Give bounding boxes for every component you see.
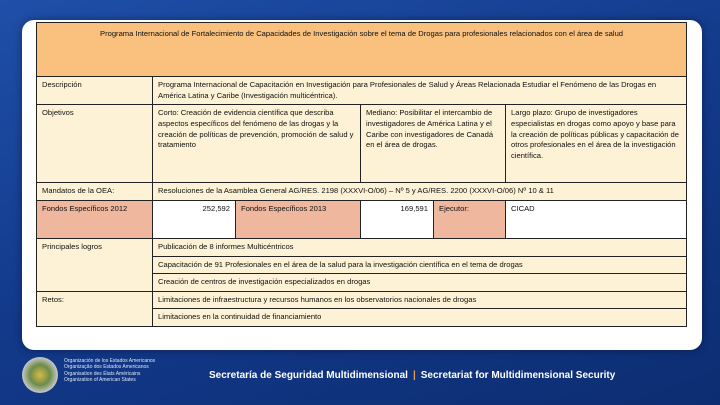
description-value: Programa Internacional de Capacitación en Investigación para Profesionales de Salud y Áreas Relacionada Estudiar el Fenómeno de las Drogas en América Latina y Caribe (Investigación multicéntrica). [153,77,687,105]
row-label: Principales logros [37,238,153,291]
objective-short: Corto: Creación de evidencia científica que describa aspectos específicos del fenómeno de las drogas y la creación de políticas de prevención, promoción de salud y tratamiento [153,105,361,183]
table-row [37,77,687,105]
table-title: Programa Internacional de Fortalecimiento de Capacidades de Investigación sobre el tema de Drogas para profesionales relacionados con el área de salud [37,23,687,77]
oas-seal-icon [22,357,58,393]
table-row [37,238,687,256]
org-name-en: Organization of American States [64,376,136,383]
row-label: Objetivos [37,105,153,183]
footer [0,352,720,405]
achievement-item: Publicación de 8 informes Multicéntricos [153,238,687,256]
objective-medium: Mediano: Posibilitar el intercambio de investigadores de América Latina y el Caribe con investigadores de Canadá en el área de drogas. [361,105,506,183]
executor-label: Ejecutor: [434,200,506,238]
row-label: Descripción [37,77,153,105]
row-label: Retos: [37,291,153,326]
mandates-value: Resoluciones de la Asamblea General AG/RES. 2198 (XXXVI-O/06) – Nº 5 y AG/RES. 2200 (XXXVI-O/06) Nº 10 & 11 [153,183,687,201]
secretariat-title [209,370,704,381]
funds-2012-value: 252,592 [153,200,236,238]
org-name-pt: Organização dos Estados Americanos [64,364,149,371]
org-name-es: Organización de los Estados Americanos [64,358,156,364]
objective-long: Largo plazo: Grupo de investigadores especialistas en drogas como apoyo y base para la creación de políticas públicas y capacitación de otros profesionales en el área de la investigación científica. [506,105,687,183]
funds-2013-label: Fondos Específicos 2013 [236,200,361,238]
challenge-item: Limitaciones de infraestructura y recursos humanos en los observatorios nacionales de drogas [153,291,687,309]
organization-names [64,358,194,383]
secretariat-es: Secretaría de Seguridad Multidimensional [209,370,408,381]
table-row [37,200,687,238]
secretariat-en: Secretariat for Multidimensional Security [420,370,616,381]
challenge-item: Limitaciones en la continuidad de financiamiento [153,309,687,327]
program-table [36,22,687,327]
separator: | [412,370,416,381]
executor-value: CICAD [506,200,687,238]
table-row [37,183,687,201]
funds-2013-value: 169,591 [361,200,434,238]
funds-2012-label: Fondos Específicos 2012 [37,200,153,238]
achievement-item: Capacitación de 91 Profesionales en el área de la salud para la investigación científica en el tema de drogas [153,256,687,274]
achievement-item: Creación de centros de investigación especializados en drogas [153,274,687,292]
table-row [37,291,687,309]
org-name-fr: Organisation des États Américains [64,370,141,377]
table-row [37,105,687,183]
row-label: Mandatos de la OEA: [37,183,153,201]
